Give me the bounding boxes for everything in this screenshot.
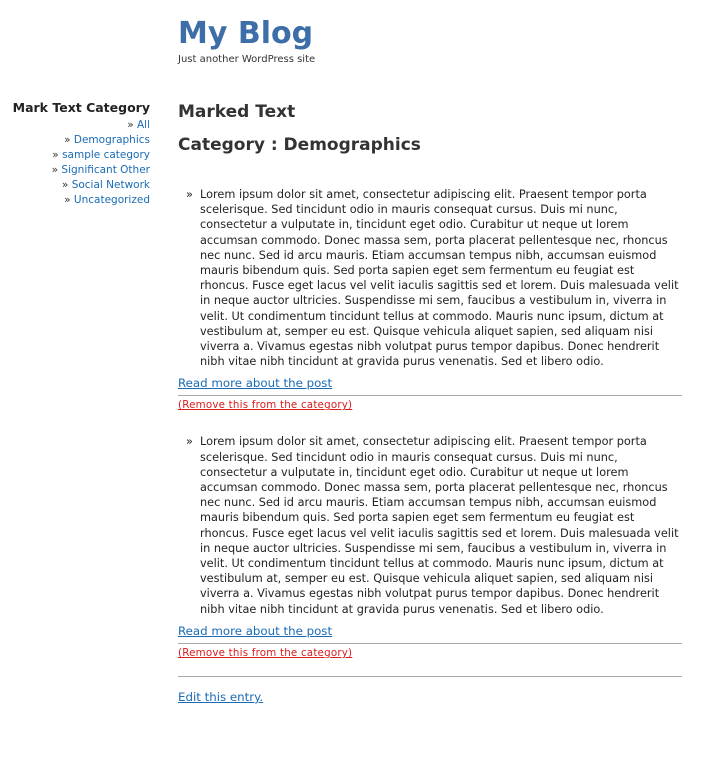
post-body (178, 187, 682, 369)
page-title: Marked Text (178, 102, 296, 122)
divider (178, 643, 682, 644)
main-content (178, 100, 682, 705)
category-item-uncategorized (0, 193, 150, 208)
bullet-icon: » (127, 119, 134, 131)
site-tagline: Just another WordPress site (178, 54, 316, 65)
category-item-significant-other (0, 163, 150, 178)
remove-from-category-link[interactable]: (Remove this from the category) (178, 646, 353, 659)
category-link-sample-category[interactable]: sample category (62, 149, 150, 161)
divider (178, 676, 682, 677)
post-text: Lorem ipsum dolor sit amet, consectetur adipiscing elit. Praesent tempor porta scelerisque. Sed tincidunt odio in mauris consequat cursus. Duis mi nunc, consectetur a vulputate in, tincidunt eget odio. Curabitur ut neque ut lorem accumsan commodo. Donec massa sem, porta placerat pellentesque nec, rhoncus nec nunc. Sed id arcu mauris. Etiam accumsan tempus nibh, accumsan euismod mauris bibendum quis. Sed porta sapien eget sem fermentum eu feugiat est rhoncus. Fusce eget lacus vel velit iaculis sagittis sed et lorem. Duis malesuada velit in neque auctor ultricies. Suspendisse mi sem, faucibus a vestibulum in, viverra in velit. Ut condimentum tincidunt tellus at commodo. Mauris nunc ipsum, dictum at vestibulum at, semper eu est. Quisque vehicula aliquet sapien, sed aliquam nisi viverra a. Vivamus egestas nibh volutpat purus tempor dapibus. Donec hendrerit nibh vitae nibh tincidunt at gravida purus venenatis. Sed et libero odio. (200, 188, 679, 369)
category-item-all (0, 118, 150, 133)
bullet-icon: » (64, 194, 71, 206)
category-heading: Category : Demographics (178, 135, 421, 155)
category-link-significant-other[interactable]: Significant Other (61, 164, 150, 176)
post-1 (178, 187, 682, 412)
category-item-social-network (0, 178, 150, 193)
bullet-icon: » (64, 134, 71, 146)
remove-from-category-link[interactable]: (Remove this from the category) (178, 399, 353, 412)
category-link-social-network[interactable]: Social Network (71, 179, 150, 191)
bullet-icon: » (186, 188, 193, 201)
post-body (178, 434, 682, 616)
category-link-demographics[interactable]: Demographics (73, 134, 150, 146)
category-list (0, 118, 150, 208)
bullet-icon: » (52, 149, 59, 161)
edit-entry-link[interactable]: Edit this entry. (178, 689, 264, 704)
read-more-link[interactable]: Read more about the post (178, 623, 333, 638)
category-item-demographics (0, 133, 150, 148)
sidebar-title: Mark Text Category (12, 100, 150, 115)
category-link-uncategorized[interactable]: Uncategorized (73, 194, 150, 206)
sidebar (0, 100, 150, 208)
post-text: Lorem ipsum dolor sit amet, consectetur adipiscing elit. Praesent tempor porta scelerisque. Sed tincidunt odio in mauris consequat cursus. Duis mi nunc, consectetur a vulputate in, tincidunt eget odio. Curabitur ut neque ut lorem accumsan commodo. Donec massa sem, porta placerat pellentesque nec, rhoncus nec nunc. Sed id arcu mauris. Etiam accumsan tempus nibh, accumsan euismod mauris bibendum quis. Sed porta sapien eget sem fermentum eu feugiat est rhoncus. Fusce eget lacus vel velit iaculis sagittis sed et lorem. Duis malesuada velit in neque auctor ultricies. Suspendisse mi sem, faucibus a vestibulum in, viverra in velit. Ut condimentum tincidunt tellus at commodo. Mauris nunc ipsum, dictum at vestibulum at, semper eu est. Quisque vehicula aliquet sapien, sed aliquam nisi viverra a. Vivamus egestas nibh volutpat purus tempor dapibus. Donec hendrerit nibh vitae nibh tincidunt at gravida purus venenatis. Sed et libero odio. (200, 435, 679, 616)
bullet-icon: » (186, 435, 193, 449)
bullet-icon: » (51, 164, 59, 176)
bullet-icon: » (61, 179, 69, 191)
site-title[interactable]: My Blog (178, 16, 314, 51)
divider (178, 395, 682, 396)
site-header (178, 14, 315, 66)
post-2 (178, 434, 682, 659)
category-link-all[interactable]: All (136, 119, 150, 131)
category-item-sample-category (0, 148, 150, 163)
read-more-link[interactable]: Read more about the post (178, 376, 333, 391)
